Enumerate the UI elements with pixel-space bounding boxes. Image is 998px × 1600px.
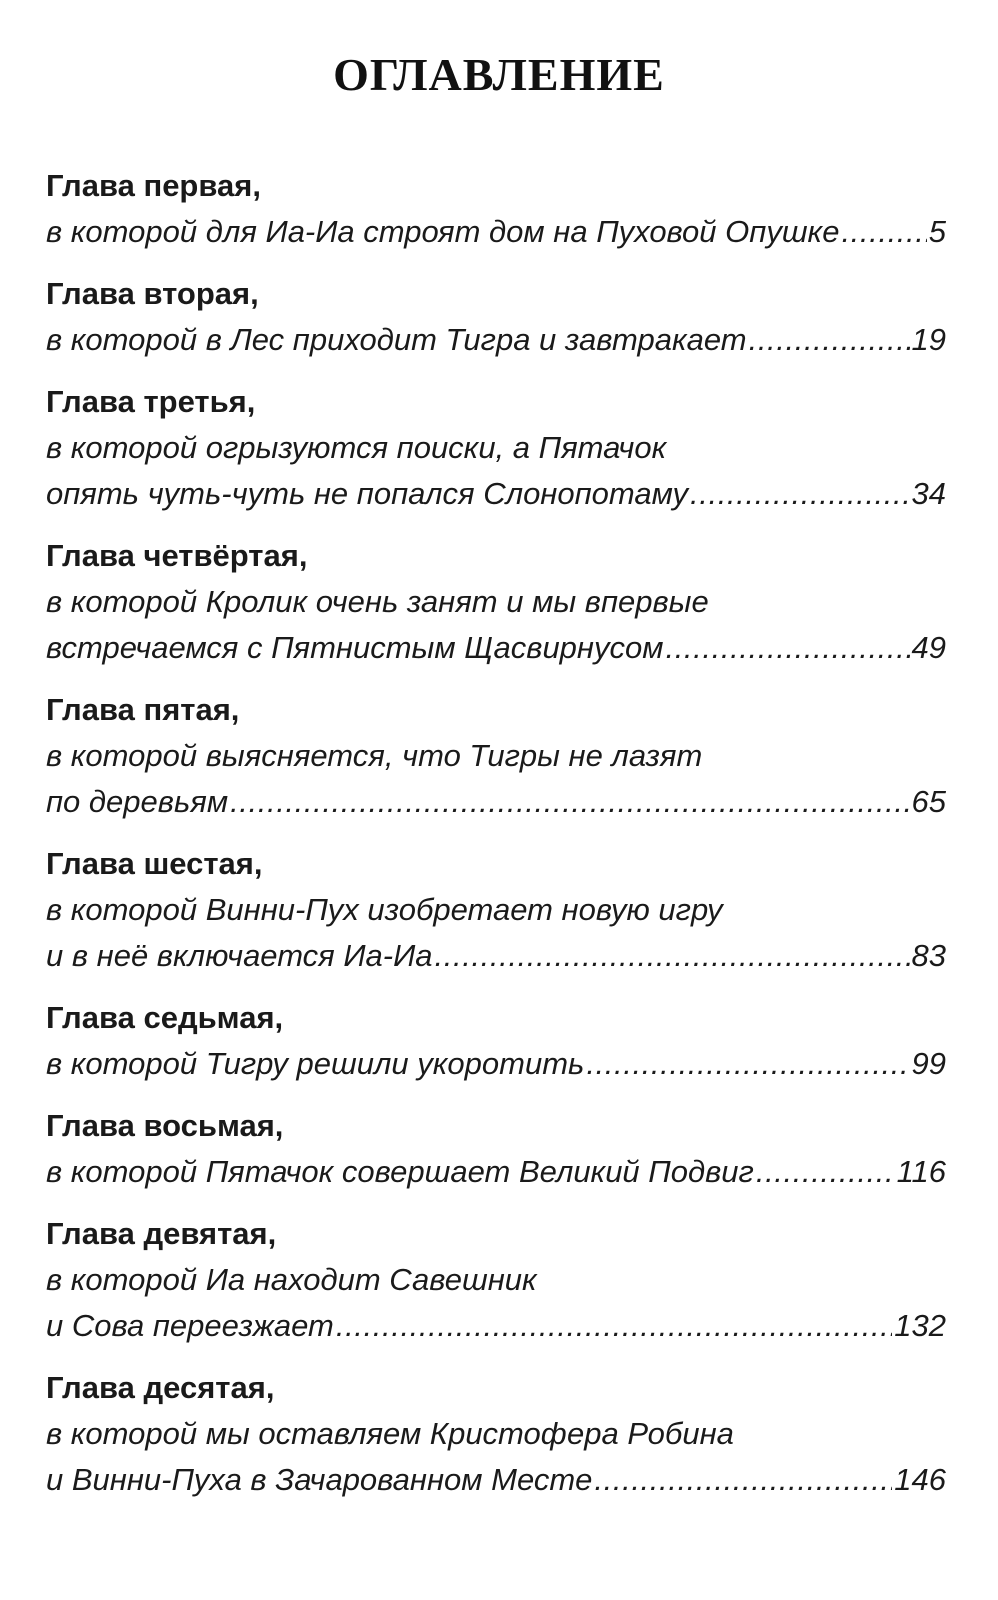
toc-entry xyxy=(46,1365,946,1503)
dot-leader xyxy=(756,1149,895,1195)
toc-entry xyxy=(46,841,946,979)
dot-leader xyxy=(586,1041,909,1087)
chapter-description-line xyxy=(46,209,946,255)
chapter-heading: Глава пятая, xyxy=(46,692,240,727)
toc-entry xyxy=(46,271,946,363)
chapter-heading: Глава первая, xyxy=(46,168,261,203)
chapter-description-line xyxy=(46,1149,946,1195)
toc-entry xyxy=(46,995,946,1087)
chapter-description-line xyxy=(46,933,946,979)
toc-entry xyxy=(46,1103,946,1195)
chapter-description-text: встречаемся с Пятнистым Щасвирнусом xyxy=(46,630,664,665)
chapter-description-text: опять чуть-чуть не попался Слонопотаму xyxy=(46,476,689,511)
chapter-description-line: в которой огрызуются поиски, а Пятачок xyxy=(46,430,667,465)
page-title: ОГЛАВЛЕНИЕ xyxy=(333,49,665,100)
chapter-description-line xyxy=(46,625,946,671)
toc-entry xyxy=(46,533,946,671)
toc-entry xyxy=(46,687,946,825)
chapter-description-line: в которой выясняется, что Тигры не лазят xyxy=(46,738,703,773)
dot-leader xyxy=(749,317,910,363)
dot-leader xyxy=(841,209,926,255)
page-number: 116 xyxy=(896,1154,946,1189)
chapter-description-text: в которой в Лес приходит Тигра и завтракает xyxy=(46,322,747,357)
chapter-heading: Глава четвёртая, xyxy=(46,538,308,573)
page-number: 83 xyxy=(911,938,946,973)
chapter-description-text: по деревьям xyxy=(46,784,229,819)
chapter-heading: Глава девятая, xyxy=(46,1216,277,1251)
chapter-heading: Глава седьмая, xyxy=(46,1000,284,1035)
dot-leader xyxy=(435,933,910,979)
chapter-description-line xyxy=(46,1457,946,1503)
chapter-description-line: в которой Иа находит Савешник xyxy=(46,1262,537,1297)
page-number: 19 xyxy=(911,322,946,357)
chapter-description-text: и Сова переезжает xyxy=(46,1308,334,1343)
page-number: 132 xyxy=(894,1308,946,1343)
chapter-description-line: в которой мы оставляем Кристофера Робина xyxy=(46,1416,734,1451)
chapter-heading: Глава вторая, xyxy=(46,276,259,311)
dot-leader xyxy=(690,471,909,517)
page-number: 146 xyxy=(894,1462,946,1497)
chapter-description-line xyxy=(46,471,946,517)
chapter-description-text: и в неё включается Иа-Иа xyxy=(46,938,433,973)
chapter-heading: Глава восьмая, xyxy=(46,1108,284,1143)
dot-leader xyxy=(594,1457,892,1503)
toc-entry xyxy=(46,163,946,255)
chapter-description-text: в которой Пятачок совершает Великий Подвиг xyxy=(46,1154,754,1189)
chapter-description-line xyxy=(46,779,946,825)
dot-leader xyxy=(230,779,909,825)
chapter-heading: Глава шестая, xyxy=(46,846,263,881)
chapter-heading: Глава десятая, xyxy=(46,1370,275,1405)
chapter-description-line xyxy=(46,1041,946,1087)
chapter-description-line: в которой Кролик очень занят и мы впервые xyxy=(46,584,709,619)
toc-entry xyxy=(46,1211,946,1349)
chapter-description-line: в которой Винни-Пух изобретает новую игру xyxy=(46,892,723,927)
page-number: 49 xyxy=(911,630,946,665)
page-number: 65 xyxy=(911,784,946,819)
chapter-description-text: в которой для Иа-Иа строят дом на Пуховой Опушке xyxy=(46,214,840,249)
dot-leader xyxy=(336,1303,892,1349)
toc-entry xyxy=(46,379,946,517)
chapter-description-line xyxy=(46,1303,946,1349)
chapter-description-line xyxy=(46,317,946,363)
page-number: 5 xyxy=(928,214,946,249)
page-number: 34 xyxy=(911,476,946,511)
chapter-description-text: в которой Тигру решили укоротить xyxy=(46,1046,585,1081)
table-of-contents xyxy=(46,163,946,1503)
dot-leader xyxy=(665,625,909,671)
chapter-description-text: и Винни-Пуха в Зачарованном Месте xyxy=(46,1462,593,1497)
page-number: 99 xyxy=(911,1046,946,1081)
chapter-heading: Глава третья, xyxy=(46,384,256,419)
